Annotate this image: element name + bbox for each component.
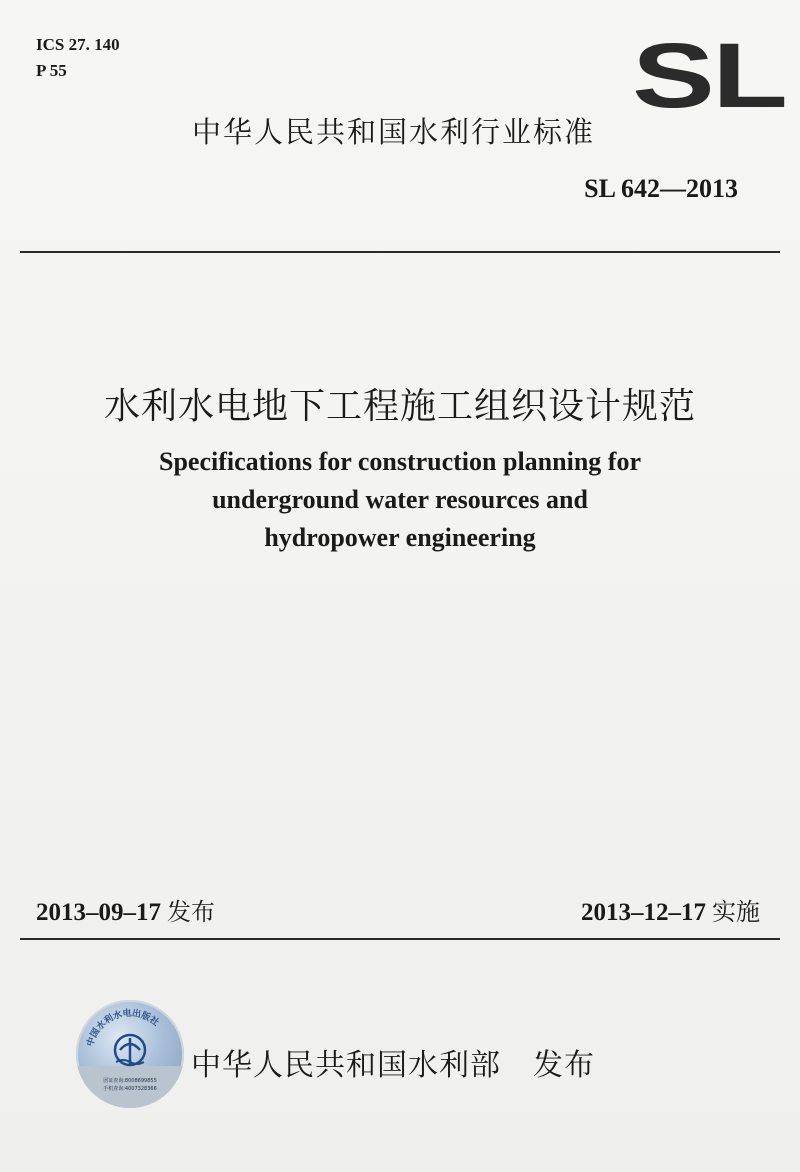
seal-arc-text: 中国水利水电出版社 (85, 1008, 161, 1048)
svg-text:中国水利水电出版社 (84, 1007, 162, 1048)
publisher-seal-icon (76, 1000, 184, 1108)
standard-number: SL 642—2013 (584, 174, 738, 203)
title-english-line: hydropower engineering (264, 523, 536, 552)
issue-label: 发布 (167, 898, 215, 926)
title-english-line: Specifications for construction planning for (159, 447, 641, 476)
publisher-name: 中华人民共和国水利部 (191, 1048, 501, 1083)
issue-date-value: 2013–09–17 (36, 899, 161, 926)
top-divider (20, 251, 780, 253)
sl-logo: SL (632, 25, 786, 127)
publish-label: 发布 (533, 1048, 595, 1083)
implement-date-value: 2013–12–17 (581, 899, 706, 926)
industry-standard-heading: 中华人民共和国水利行业标准 (192, 115, 596, 149)
bottom-divider (20, 938, 780, 940)
classification-codes (36, 32, 120, 84)
publisher (191, 1040, 595, 1084)
ics-code: ICS 27. 140 (36, 35, 120, 54)
issue-date (36, 892, 215, 927)
seal-emblem-icon (76, 1000, 184, 1108)
title-english (0, 443, 800, 557)
category-code: P 55 (36, 61, 67, 80)
title-english-line: underground water resources and (212, 485, 588, 514)
title-chinese: 水利水电地下工程施工组织设计规范 (103, 386, 696, 427)
seal-line: 手机查询:4007328366 (103, 1086, 157, 1092)
seal-line: 团证查询:8008699855 (103, 1078, 157, 1084)
implement-label: 实施 (712, 898, 760, 926)
implement-date (581, 892, 760, 927)
